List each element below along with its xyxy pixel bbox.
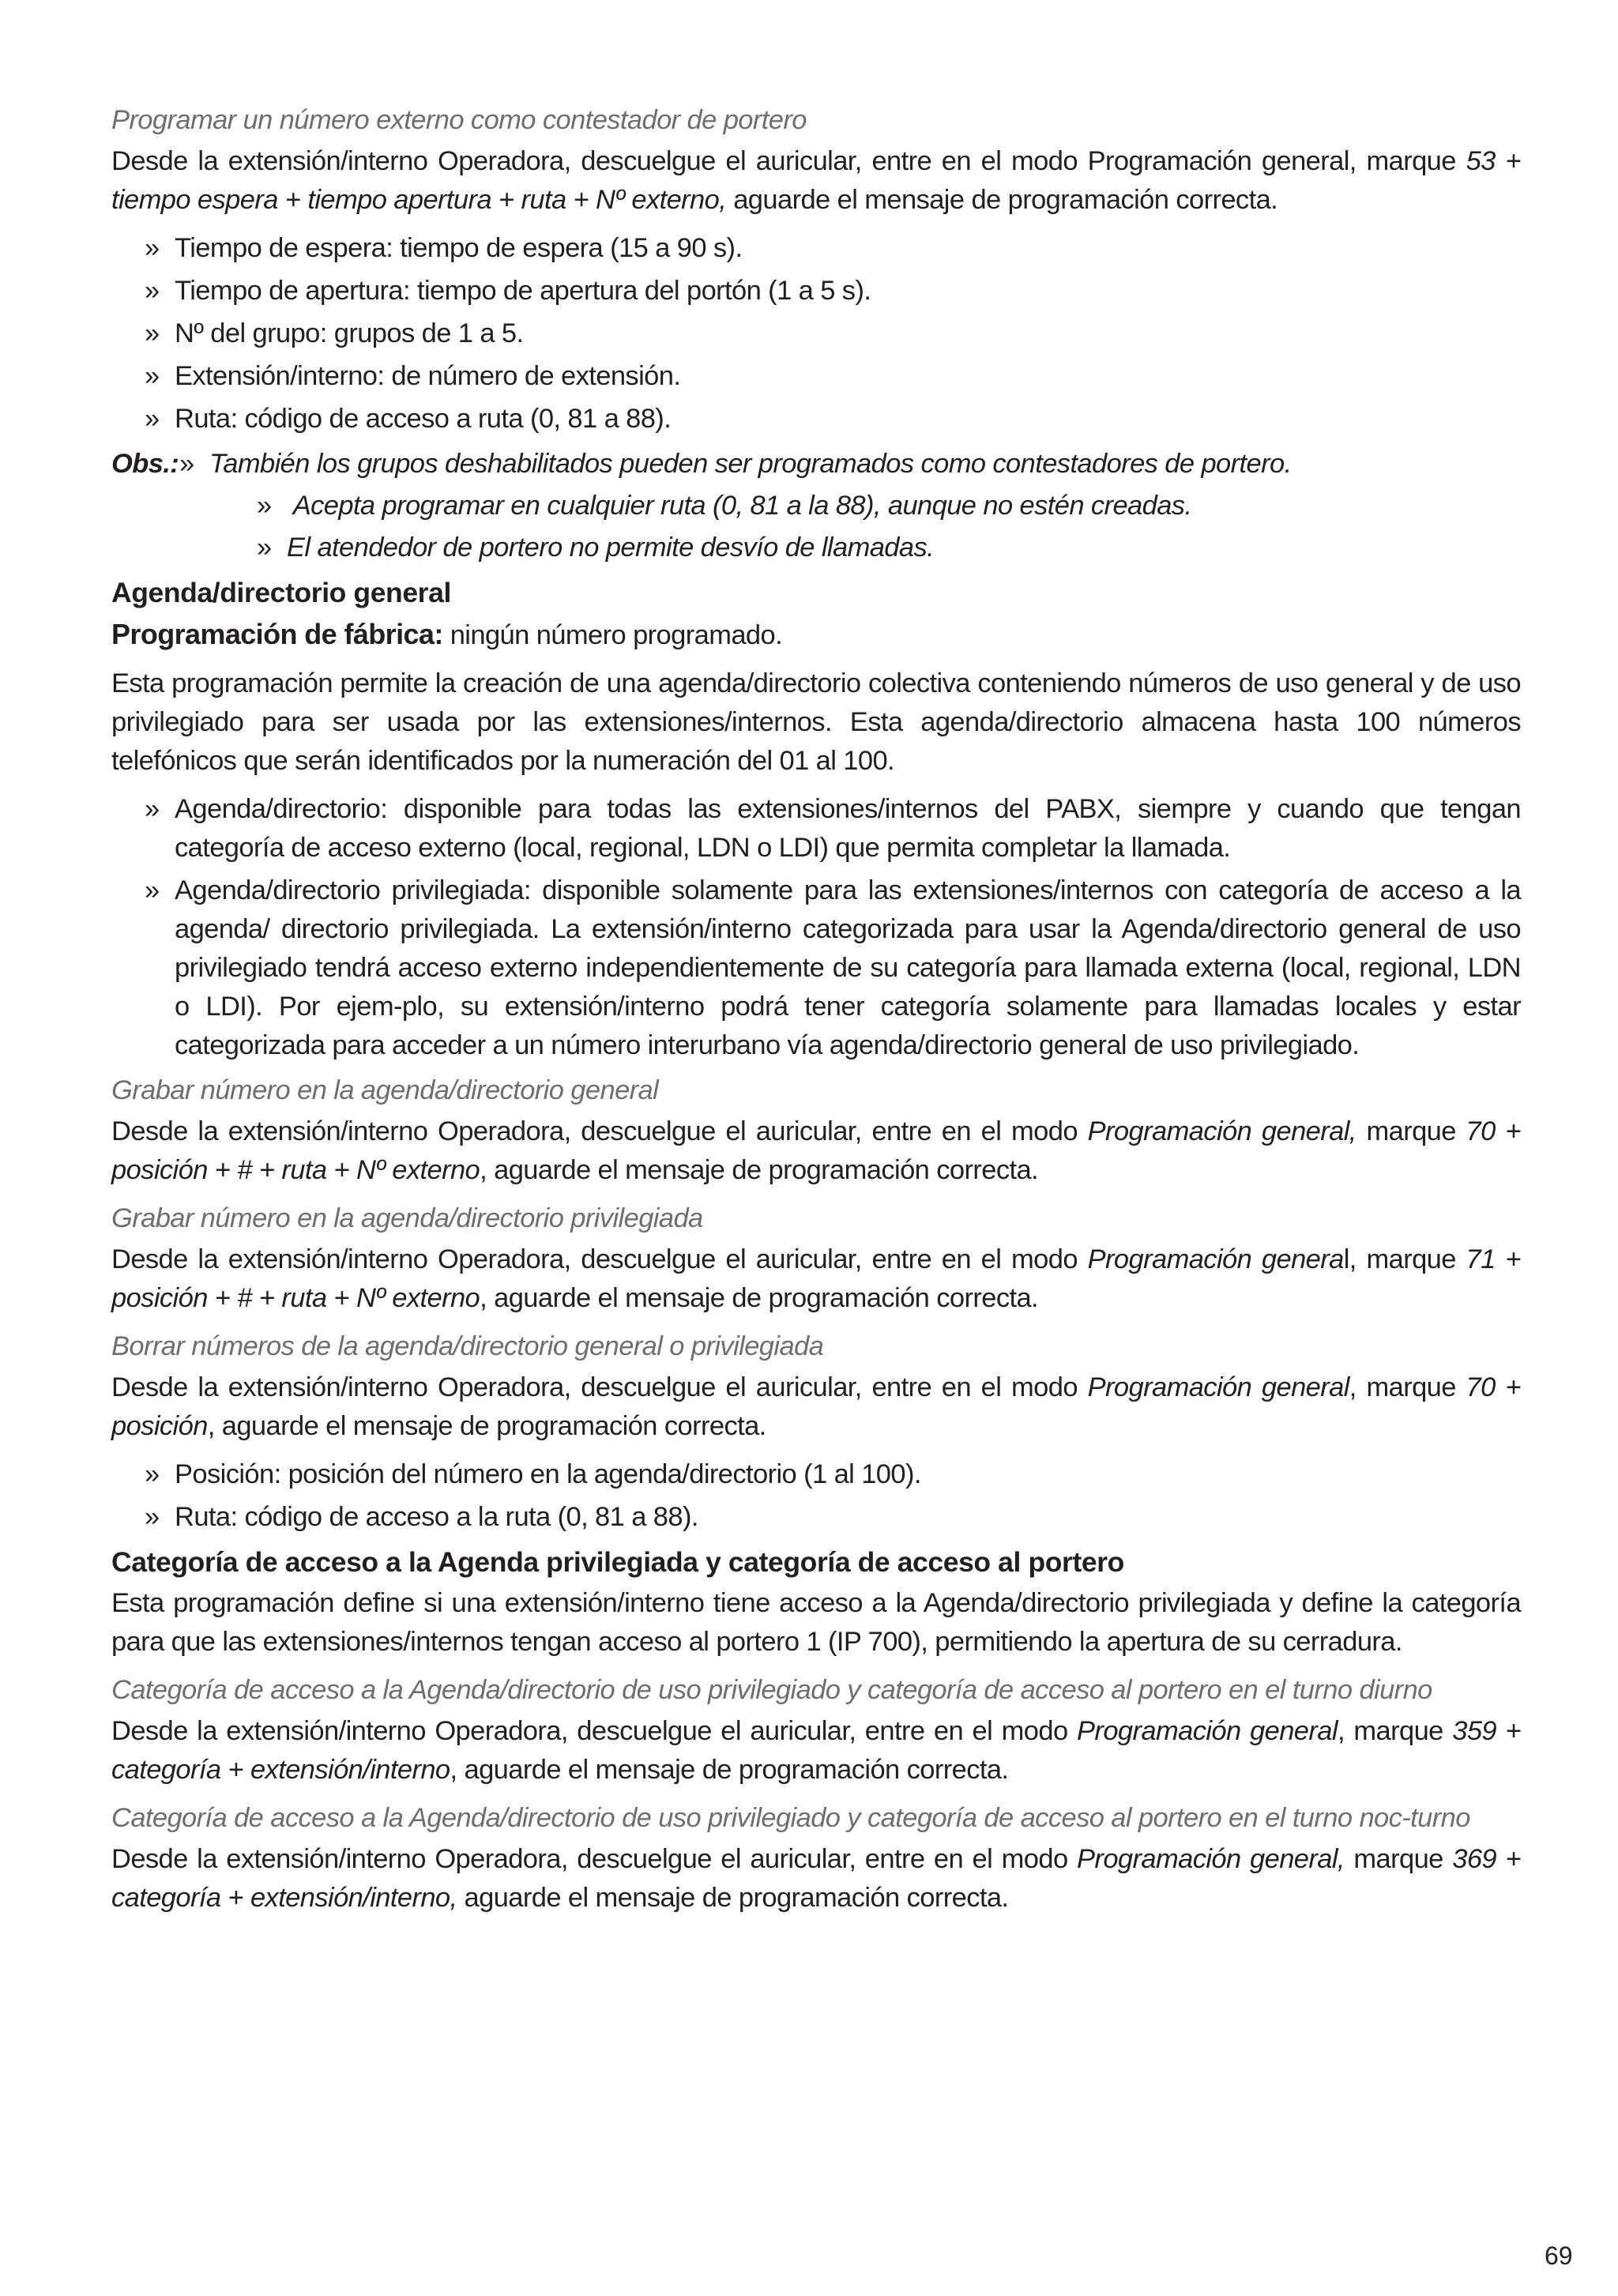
list-item: » Posición: posición del número en la agenda/directorio (1 al 100). [145, 1455, 1521, 1494]
subtitle-delete-numbers: Borrar números de la agenda/directorio general o privilegiada [111, 1331, 824, 1361]
mode-name: Programación general, [1077, 1844, 1345, 1874]
list-item: » Agenda/directorio privilegiada: disponible solamente para las extensiones/internos con categoría de acceso a la agenda/ directorio privilegiada. La extensión/interno categorizada para usar la Agenda/directorio general de uso privilegiado tendrá acceso externo independientemente de su categoría para llamada externa (local, regional, LDN o LDI). Por ejem-plo, su extensión/interno podrá tener categoría solamente para llamadas locales y estar categorizada para acceder a un número interurbano vía agenda/directorio general de uso privilegiado. [145, 871, 1521, 1065]
paragraph-access-category: Esta programación define si una extensión/interno tiene acceso a la Agenda/directorio privilegiada y define la categoría para que las extensiones/internos tengan acceso al portero 1 (IP 700), permitiendo la apertura de su cerradura. [111, 1588, 1521, 1657]
list-item: » Extensión/interno: de número de extensión. [145, 357, 1521, 396]
paragraph-delete-numbers [111, 1368, 1521, 1446]
subtitle-day-shift: Categoría de acceso a la Agenda/directorio de uso privilegiado y categoría de acceso al portero en el turno diurno [111, 1675, 1432, 1705]
subtitle-save-privileged: Grabar número en la agenda/directorio privilegiada [111, 1203, 703, 1233]
subtitle-external-number: Programar un número externo como contestador de portero [111, 105, 807, 135]
text: Desde la extensión/interno Operadora, descuelgue el auricular, entre en el modo [111, 1716, 1078, 1746]
code-sequence: 369 + categoría + extensión/interno, [111, 1844, 1522, 1913]
list-item: » Ruta: código de acceso a la ruta (0, 81 a 88). [145, 1498, 1521, 1537]
text: , aguarde el mensaje de programación correcta. [207, 1411, 766, 1441]
code-sequence: 70 + posición [111, 1372, 1521, 1441]
paragraph-agenda-intro: Esta programación permite la creación de una agenda/directorio colectiva conteniendo números de uso general y de uso privilegiado para ser usada por las extensiones/internos. Esta agenda/directorio almacena hasta 100 números telefónicos que serán identificados por la numeración del 01 al 100. [111, 668, 1521, 776]
code-sequence: 71 + posición + # + ruta + Nº externo [111, 1244, 1521, 1313]
text: marque [1356, 1116, 1466, 1146]
observation-text: Acepta programar en cualquier ruta (0, 81 a la 88), aunque no estén creadas. [287, 491, 1192, 521]
code-sequence: 70 + posición + # + ruta + Nº externo [111, 1116, 1521, 1185]
factory-label: Programación de fábrica: [111, 618, 443, 650]
observation-text: El atendedor de portero no permite desvío de llamadas. [287, 533, 935, 563]
code-sequence: 359 + categoría + extensión/interno [111, 1716, 1522, 1785]
bullet-list-delete [111, 1455, 1521, 1537]
document-page [111, 101, 1521, 1927]
list-item: » Tiempo de apertura: tiempo de apertura del portón (1 a 5 s). [145, 272, 1521, 311]
paragraph-external-number [111, 142, 1521, 220]
paragraph-night-shift [111, 1840, 1521, 1918]
bullet-list-external-number [111, 229, 1521, 438]
factory-value: ningún número programado. [442, 620, 783, 650]
bullet-marker: » [257, 533, 272, 563]
observation-block [111, 445, 1521, 567]
text: Desde la extensión/interno Operadora, descuelgue el auricular, entre en el modo [111, 1244, 1088, 1274]
observation-item [111, 445, 1521, 484]
list-item: » Nº del grupo: grupos de 1 a 5. [145, 314, 1521, 353]
paragraph-save-general [111, 1112, 1521, 1190]
text: , marque [1349, 1372, 1466, 1402]
mode-name: Programación genera [1087, 1244, 1344, 1274]
text: Desde la extensión/interno Operadora, descuelgue el auricular, entre en el modo [111, 1372, 1088, 1402]
subtitle-night-shift: Categoría de acceso a la Agenda/directorio de uso privilegiado y categoría de acceso al portero en el turno noc-turno [111, 1803, 1470, 1833]
list-item: » Tiempo de espera: tiempo de espera (15 a 90 s). [145, 229, 1521, 268]
bullet-list-agenda [111, 790, 1521, 1065]
text: Desde la extensión/interno Operadora, descuelgue el auricular, entre en el modo [111, 1116, 1088, 1146]
text: Desde la extensión/interno Operadora, descuelgue el auricular, entre en el modo Programación general, marque [111, 146, 1466, 176]
mode-name: Programación general, [1087, 1116, 1356, 1146]
text: aguarde el mensaje de programación correcta. [457, 1883, 1009, 1913]
text: , aguarde el mensaje de programación correcta. [450, 1755, 1009, 1785]
text: marque [1344, 1844, 1453, 1874]
observation-label: Obs.: [111, 449, 179, 479]
observation-item [111, 487, 1521, 525]
observation-text: También los grupos deshabilitados pueden ser programados como contestadores de portero. [209, 449, 1292, 479]
text: , aguarde el mensaje de programación correcta. [480, 1155, 1039, 1185]
mode-name: Programación general [1077, 1716, 1338, 1746]
factory-setting [111, 615, 1521, 655]
subtitle-save-general: Grabar número en la agenda/directorio general [111, 1075, 659, 1105]
text: l, marque [1343, 1244, 1466, 1274]
code-sequence: 53 + tiempo espera + tiempo apertura + ruta + Nº externo, [111, 146, 1521, 215]
text: aguarde el mensaje de programación correcta. [726, 185, 1278, 215]
text: Desde la extensión/interno Operadora, descuelgue el auricular, entre en el modo [111, 1844, 1078, 1874]
bullet-marker: » [179, 449, 194, 479]
bullet-marker: » [257, 491, 272, 521]
paragraph-day-shift [111, 1712, 1521, 1790]
text: , aguarde el mensaje de programación correcta. [480, 1283, 1039, 1313]
list-item: » Agenda/directorio: disponible para todas las extensiones/internos del PABX, siempre y cuando que tengan categoría de acceso externo (local, regional, LDN o LDI) que permita completar la llamada. [145, 790, 1521, 868]
page-number: 69 [1545, 2241, 1573, 2270]
observation-item [111, 529, 1521, 567]
heading-agenda-general: Agenda/directorio general [111, 577, 451, 608]
paragraph-save-privileged [111, 1240, 1521, 1318]
text: , marque [1337, 1716, 1453, 1746]
list-item: » Ruta: código de acceso a ruta (0, 81 a 88). [145, 400, 1521, 438]
heading-access-category: Categoría de acceso a la Agenda privilegiada y categoría de acceso al portero [111, 1546, 1124, 1578]
mode-name: Programación general [1087, 1372, 1349, 1402]
